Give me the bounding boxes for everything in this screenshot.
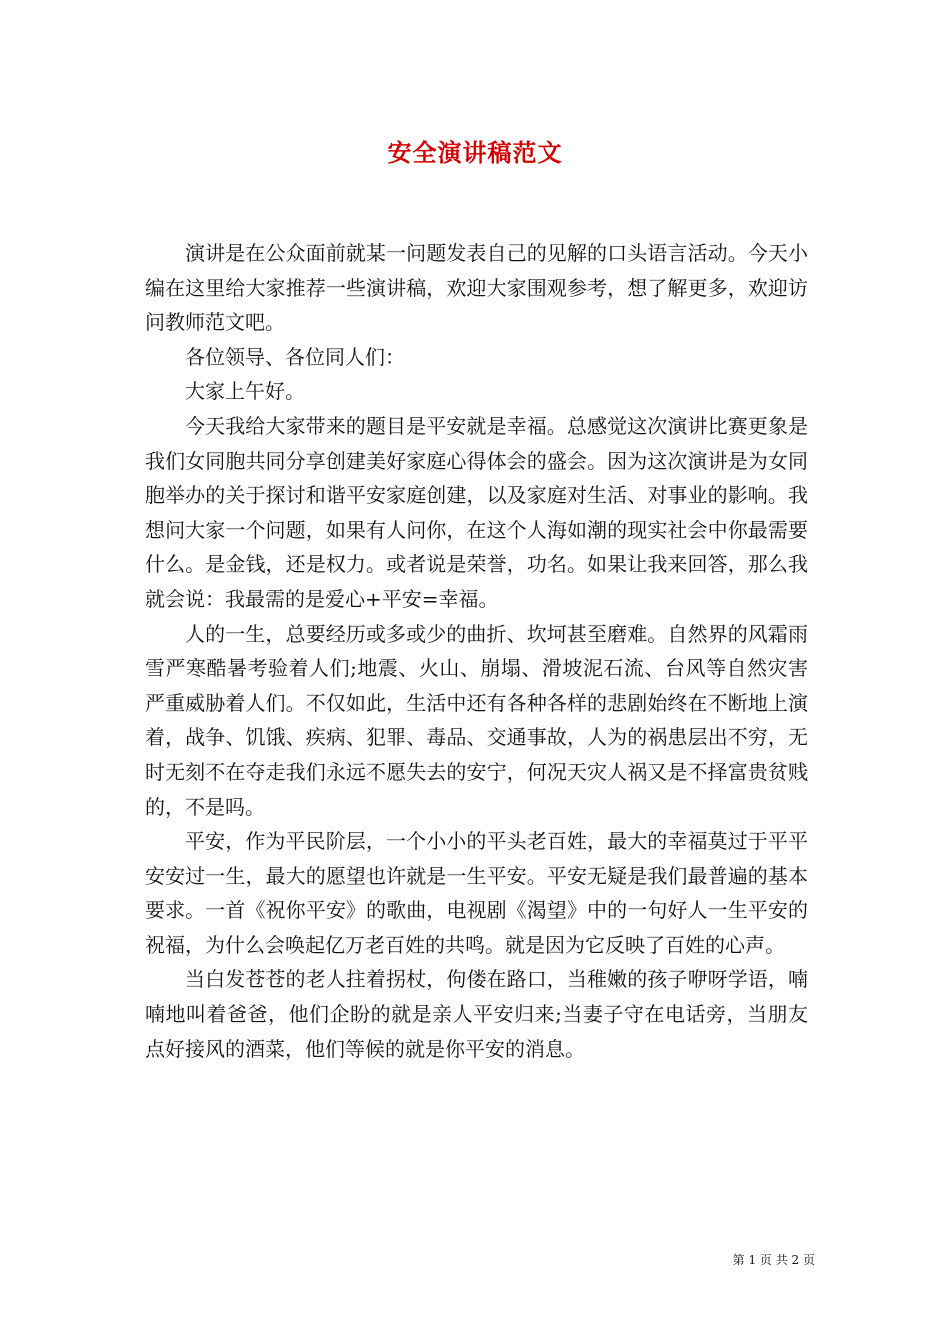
paragraph-intro: 演讲是在公众面前就某一问题发表自己的见解的口头语言活动。今天小编在这里给大家推荐一些演讲稿，欢迎大家围观参考，想了解更多，欢迎访问教师范文吧。 [145,241,808,335]
document-body [145,236,808,1066]
paragraph-waiting: 当白发苍苍的老人拄着拐杖，佝偻在路口，当稚嫩的孩子咿呀学语，喃喃地叫着爸爸，他们企盼的就是亲人平安归来;当妻子守在电话旁，当朋友点好接风的酒菜，他们等候的就是你平安的消息。 [145,967,808,1061]
paragraph-topic: 今天我给大家带来的题目是平安就是幸福。总感觉这次演讲比赛更象是我们女同胞共同分享创建美好家庭心得体会的盛会。因为这次演讲是为女同胞举办的关于探讨和谐平安家庭创建，以及家庭对生活、对事业的影响。我想问大家一个问题，如果有人问你，在这个人海如潮的现实社会中你最需要什么。是金钱，还是权力。或者说是荣誉，功名。如果让我来回答，那么我就会说：我最需的是爱心+平安=幸福。 [145,413,808,611]
page-number-footer: 第 1 页 共 2 页 [732,1253,815,1267]
document-title: 安全演讲稿范文 [387,138,563,167]
paragraph-salutation: 各位领导、各位同人们： [185,344,405,369]
paragraph-peace: 平安，作为平民阶层，一个小小的平头老百姓，最大的幸福莫过于平平安安过一生，最大的愿望也许就是一生平安。平安无疑是我们最普遍的基本要求。一首《祝你平安》的歌曲，电视剧《渴望》中的一句好人一生平安的祝福，为什么会唤起亿万老百姓的共鸣。就是因为它反映了百姓的心声。 [145,829,808,957]
paragraph-greeting: 大家上午好。 [185,379,305,404]
paragraph-hardships: 人的一生，总要经历或多或少的曲折、坎坷甚至磨难。自然界的风霜雨雪严寒酷暑考验着人们;地震、火山、崩塌、滑坡泥石流、台风等自然灾害严重威胁着人们。不仅如此，生活中还有各种各样的悲剧始终在不断地上演着，战争、饥饿、疾病、犯罪、毒品、交通事故，人为的祸患层出不穷，无时无刻不在夺走我们永远不愿失去的安宁，何况天灾人祸又是不择富贵贫贱的，不是吗。 [145,621,808,819]
